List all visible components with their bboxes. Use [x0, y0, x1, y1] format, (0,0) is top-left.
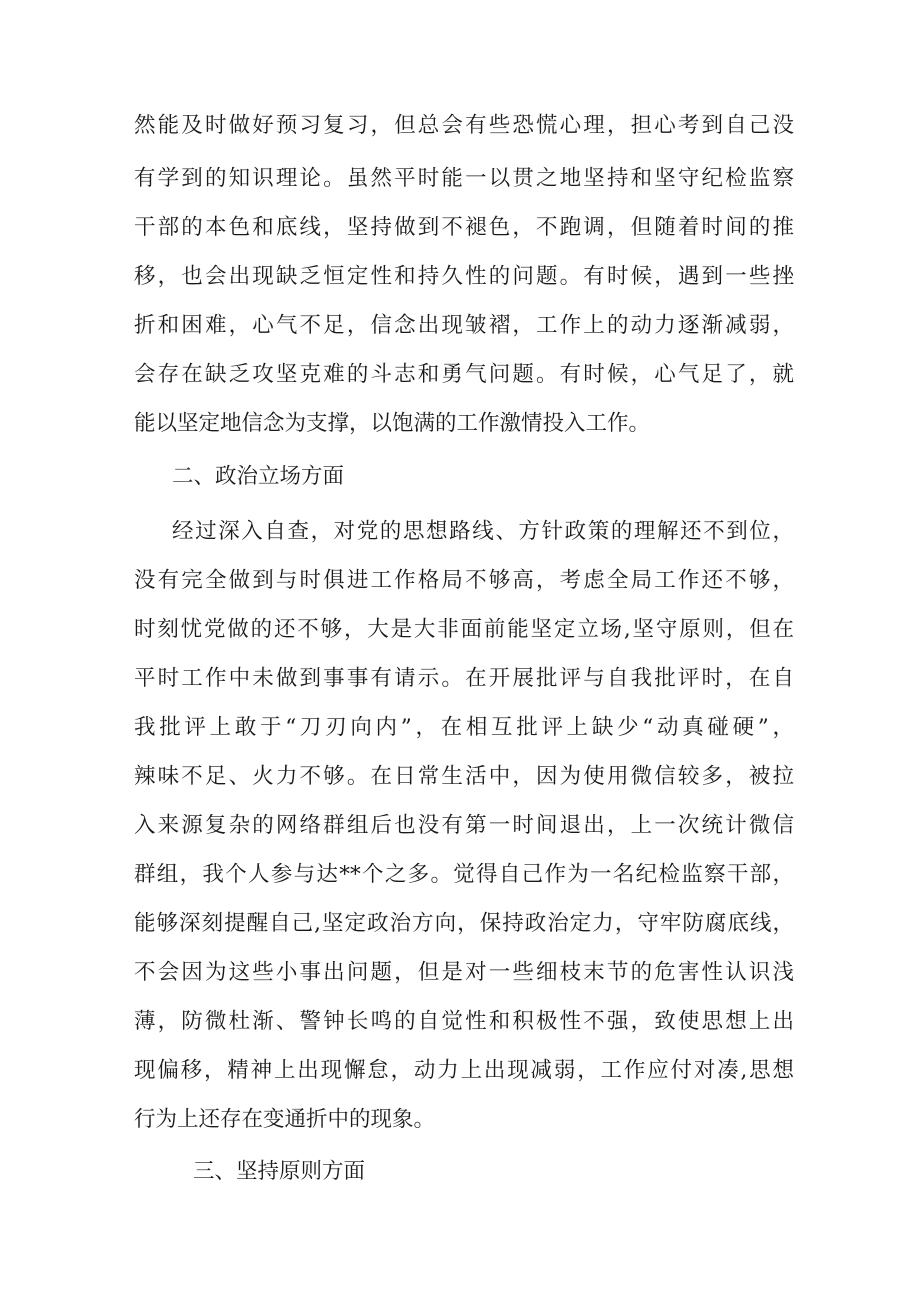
text-line: 折和困难，心气不足，信念出现皱褶，工作上的动力逐渐减弱，: [134, 313, 794, 338]
text-line: 行为上还存在变通折中的现象。: [134, 1107, 436, 1132]
text-line: 没有完全做到与时俱进工作格局不够高，考虑全局工作还不够，: [134, 568, 794, 593]
text-line: 移，也会出现缺乏恒定性和持久性的问题。有时候，遇到一些挫: [134, 264, 794, 289]
text-line: 现偏移，精神上出现懈怠，动力上出现减弱，工作应付对凑,思想: [134, 1058, 794, 1083]
text-line: 干部的本色和底线，坚持做到不褪色，不跑调，但随着时间的推: [134, 215, 794, 240]
text-line: 有学到的知识理论。虽然平时能一以贯之地坚持和坚守纪检监察: [134, 166, 794, 191]
text-line: 平时工作中未做到事事有请示。在开展批评与自我批评时，在自: [134, 666, 794, 691]
text-line: 我批评上敢于“刀刃向内”，在相互批评上缺少“动真碰硬”，: [134, 715, 794, 740]
text-line: 群组，我个人参与达**个之多。觉得自己作为一名纪检监察干部，: [134, 862, 794, 887]
text-line: 能够深刻提醒自己,坚定政治方向，保持政治定力，守牢防腐底线，: [134, 911, 794, 936]
text-line: 不会因为这些小事出问题，但是对一些细枝末节的危害性认识浅: [134, 960, 794, 985]
text-line: 经过深入自查，对党的思想路线、方针政策的理解还不到位，: [172, 519, 794, 544]
text-line: 会存在缺乏攻坚克难的斗志和勇气问题。有时候，心气足了，就: [134, 362, 794, 387]
text-line: 辣味不足、火力不够。在日常生活中，因为使用微信较多，被拉: [134, 764, 794, 789]
text-line: 薄，防微杜渐、警钟长鸣的自觉性和积极性不强，致使思想上出: [134, 1009, 794, 1034]
text-line: 时刻忧党做的还不够，大是大非面前能坚定立场,坚守原则，但在: [134, 617, 794, 642]
text-line: 入来源复杂的网络群组后也没有第一时间退出，上一次统计微信: [134, 813, 794, 838]
section-heading-principles: 三、坚持原则方面: [193, 1159, 366, 1184]
text-line: 能以坚定地信念为支撑，以饱满的工作激情投入工作。: [134, 411, 651, 436]
section-heading-political-stance: 二、政治立场方面: [172, 464, 345, 489]
text-line: 然能及时做好预习复习，但总会有些恐慌心理，担心考到自己没: [134, 113, 794, 138]
